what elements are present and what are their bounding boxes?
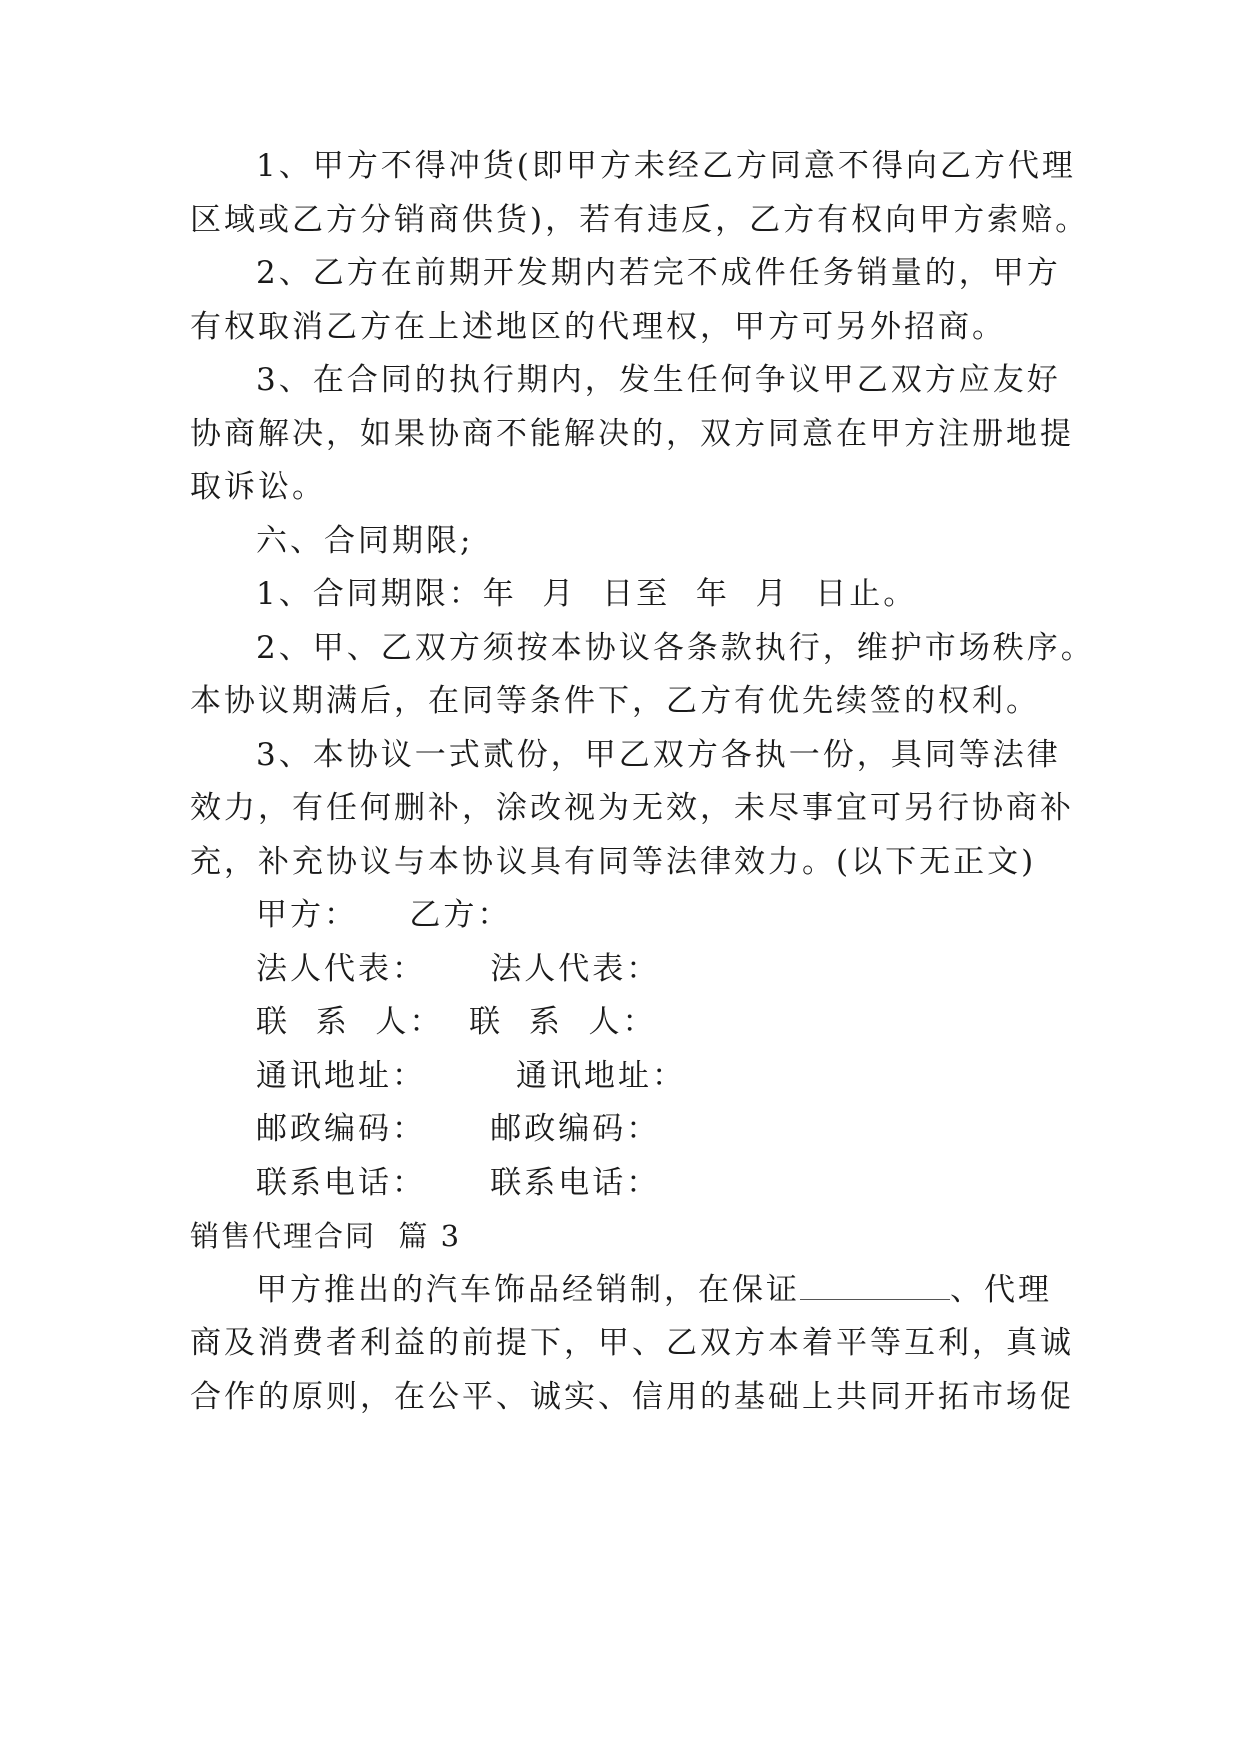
signature-line: 邮政编码： 邮政编码： <box>256 1111 661 1147</box>
paragraph-line: 区域或乙方分销商供货)，若有违反，乙方有权向甲方索赔。 <box>190 202 1090 238</box>
paragraph-line: 本协议期满后，在同等条件下，乙方有优先续签的权利。 <box>190 683 1040 719</box>
paragraph-line: 3、本协议一式贰份，甲乙双方各执一份，具同等法律 <box>256 737 1061 773</box>
paragraph-line: 1、合同期限：年 月 日至 年 月 日止。 <box>256 576 918 612</box>
signature-line: 联 系 人： 联 系 人： <box>256 1004 657 1040</box>
signature-line: 甲方： 乙方： <box>256 897 512 933</box>
paragraph-line <box>256 1270 1052 1310</box>
paragraph-line: 商及消费者利益的前提下，甲、乙双方本着平等互利，真诚 <box>190 1325 1074 1361</box>
paragraph-line: 2、甲、乙双方须按本协议各条款执行，维护市场秩序。 <box>256 630 1095 666</box>
line-text: 、代理 <box>950 1272 1052 1308</box>
line-text: 甲方推出的汽车饰品经销制，在保证 <box>256 1272 800 1308</box>
signature-line: 联系电话： 联系电话： <box>256 1165 661 1201</box>
paragraph-line: 充，补充协议与本协议具有同等法律效力。(以下无正文) <box>190 844 1037 880</box>
paragraph-line: 效力，有任何删补，涂改视为无效，未尽事宜可另行协商补 <box>190 790 1074 826</box>
signature-line: 法人代表： 法人代表： <box>256 951 661 987</box>
blank-underline <box>800 1275 950 1300</box>
paragraph-line: 协商解决，如果协商不能解决的，双方同意在甲方注册地提 <box>190 416 1074 452</box>
paragraph-line: 合作的原则，在公平、诚实、信用的基础上共同开拓市场促 <box>190 1379 1074 1415</box>
paragraph-line: 1、甲方不得冲货(即甲方未经乙方同意不得向乙方代理 <box>256 148 1076 184</box>
signature-line: 通讯地址： 通讯地址： <box>256 1058 686 1094</box>
paragraph-line: 2、乙方在前期开发期内若完不成件任务销量的，甲方 <box>256 255 1061 291</box>
paragraph-line: 取诉讼。 <box>190 469 326 505</box>
paragraph-line: 有权取消乙方在上述地区的代理权，甲方可另外招商。 <box>190 309 1006 345</box>
section-heading: 六、合同期限; <box>256 523 474 559</box>
section-title: 销售代理合同 篇 3 <box>190 1219 462 1253</box>
paragraph-line: 3、在合同的执行期内，发生任何争议甲乙双方应友好 <box>256 362 1061 398</box>
